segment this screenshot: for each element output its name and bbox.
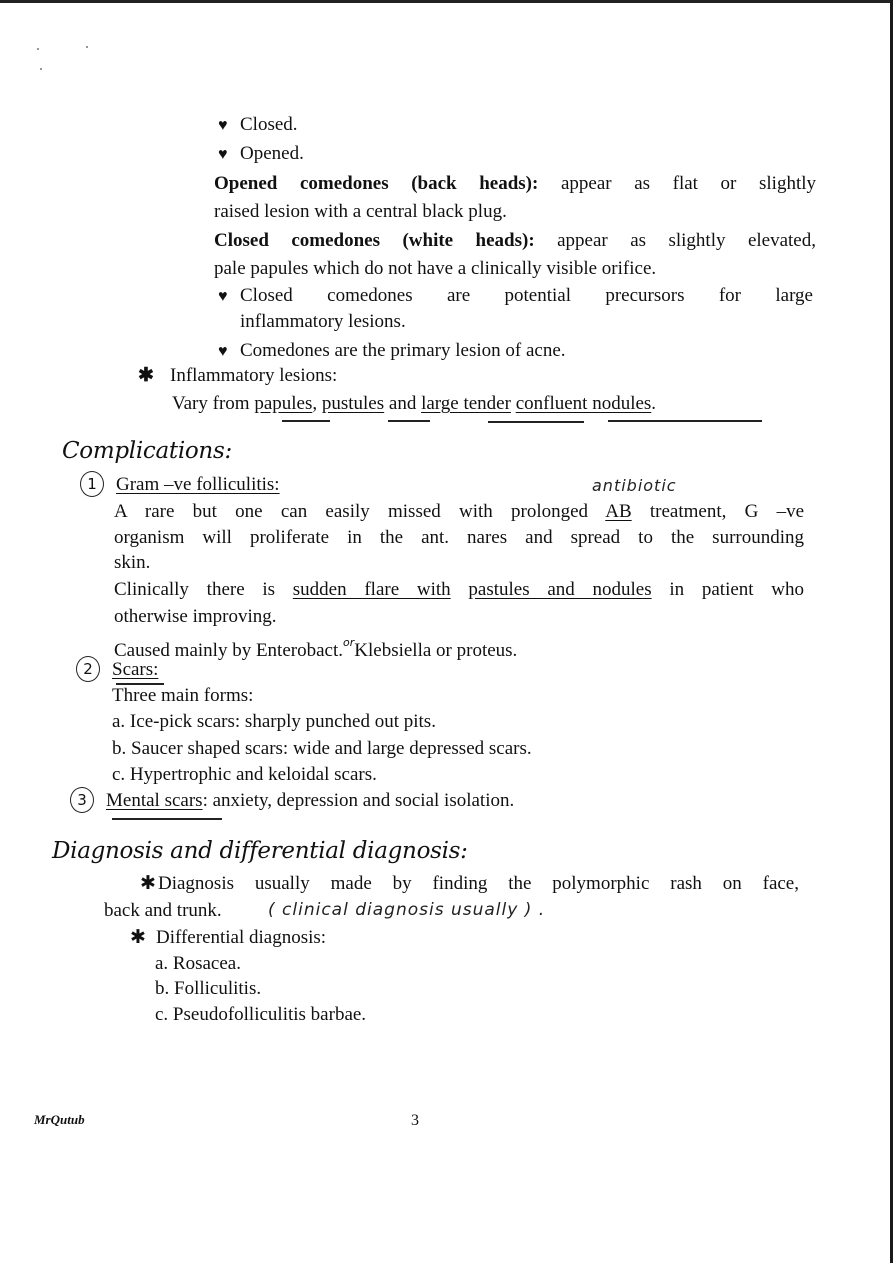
scan-top-edge	[0, 0, 893, 3]
handwritten-underline	[112, 818, 222, 820]
circled-number-2: 2	[76, 656, 100, 682]
circled-number-1: 1	[80, 471, 104, 497]
speck	[40, 68, 42, 70]
speck	[86, 46, 88, 48]
note1-line1: Closed comedones are potential precursors for large	[240, 285, 813, 306]
diagnosis-heading: Diagnosis and differential diagnosis:	[52, 838, 468, 864]
diagnosis-line2: back and trunk.	[104, 900, 222, 921]
gram-p1-line2: organism will proliferate in the ant. nares and spread to the surrounding	[114, 527, 804, 548]
diagnosis-star: ✱	[140, 873, 156, 894]
handwritten-underline	[282, 420, 330, 422]
opened-comedones-line2: raised lesion with a central black plug.	[214, 201, 507, 222]
closed-comedones-line1: Closed comedones (white heads): appear as slightly elevated,	[214, 230, 816, 251]
heart-bullet-icon: ♥	[218, 117, 228, 134]
gram-p2-line2: otherwise improving.	[114, 606, 277, 627]
note1-line2: inflammatory lesions.	[240, 311, 406, 332]
handwritten-antibiotic-note: antibiotic	[592, 476, 677, 495]
handwritten-underline	[608, 420, 762, 422]
heart-bullet-icon: ♥	[218, 288, 228, 305]
handwritten-underline	[388, 420, 430, 422]
complications-heading: Complications:	[62, 438, 232, 464]
bullet-note-2: ♥ Comedones are the primary lesion of acne.	[218, 339, 566, 364]
handwritten-or: or	[343, 636, 355, 649]
bullet-opened: ♥ Opened.	[218, 142, 304, 167]
handwritten-underline	[488, 421, 584, 423]
diff-item-b: b. Folliculitis.	[155, 978, 262, 999]
scar-form-c: c. Hypertrophic and keloidal scars.	[112, 764, 377, 785]
star-bullet-icon: ✱	[138, 365, 154, 386]
gram-p1-line3: skin.	[114, 552, 151, 573]
handwritten-clinical-note: ( clinical diagnosis usually ) .	[268, 900, 546, 920]
gram-p2-line1: Clinically there is sudden flare with pastules and nodules in patient who	[114, 579, 805, 600]
gram-folliculitis-title: Gram –ve folliculitis:	[116, 474, 280, 495]
star-bullet-icon: ✱	[130, 927, 146, 948]
gram-p1-line1: A rare but one can easily missed with prolonged AB treatment, G –ve	[114, 501, 805, 522]
bullet-closed: ♥ Closed.	[218, 113, 298, 138]
scar-form-a: a. Ice-pick scars: sharply punched out pits.	[112, 711, 436, 732]
diff-item-a: a. Rosacea.	[155, 953, 241, 974]
bullet-note-1	[218, 284, 240, 309]
mental-scars: Mental scars: anxiety, depression and social isolation.	[106, 790, 515, 811]
inflammatory-title: ✱ Inflammatory lesions:	[138, 365, 338, 386]
heart-bullet-icon: ♥	[218, 146, 228, 163]
diff-item-c: c. Pseudofolliculitis barbae.	[155, 1004, 367, 1025]
closed-comedones-line2: pale papules which do not have a clinically visible orifice.	[214, 258, 657, 279]
footer-author: MrQutub	[34, 1112, 85, 1127]
heart-bullet-icon: ♥	[218, 343, 228, 360]
speck	[37, 48, 39, 50]
inflammatory-vary: Vary from papules, pustules and large tender confluent nodules.	[172, 393, 657, 414]
opened-comedones-line1: Opened comedones (back heads): appear as flat or slightly	[214, 173, 816, 194]
scars-intro: Three main forms:	[112, 685, 254, 706]
diff-diagnosis-title: ✱ Differential diagnosis:	[130, 927, 327, 948]
scars-title: Scars:	[112, 659, 159, 680]
diagnosis-line1: Diagnosis usually made by finding the polymorphic rash on face,	[158, 873, 799, 894]
gram-p3: Caused mainly by Enterobact.$^{or}$Klebsiella or proteus.	[114, 636, 518, 661]
circled-number-3: 3	[70, 787, 94, 813]
page-number: 3	[411, 1112, 419, 1129]
scar-form-b: b. Saucer shaped scars: wide and large depressed scars.	[112, 738, 532, 759]
